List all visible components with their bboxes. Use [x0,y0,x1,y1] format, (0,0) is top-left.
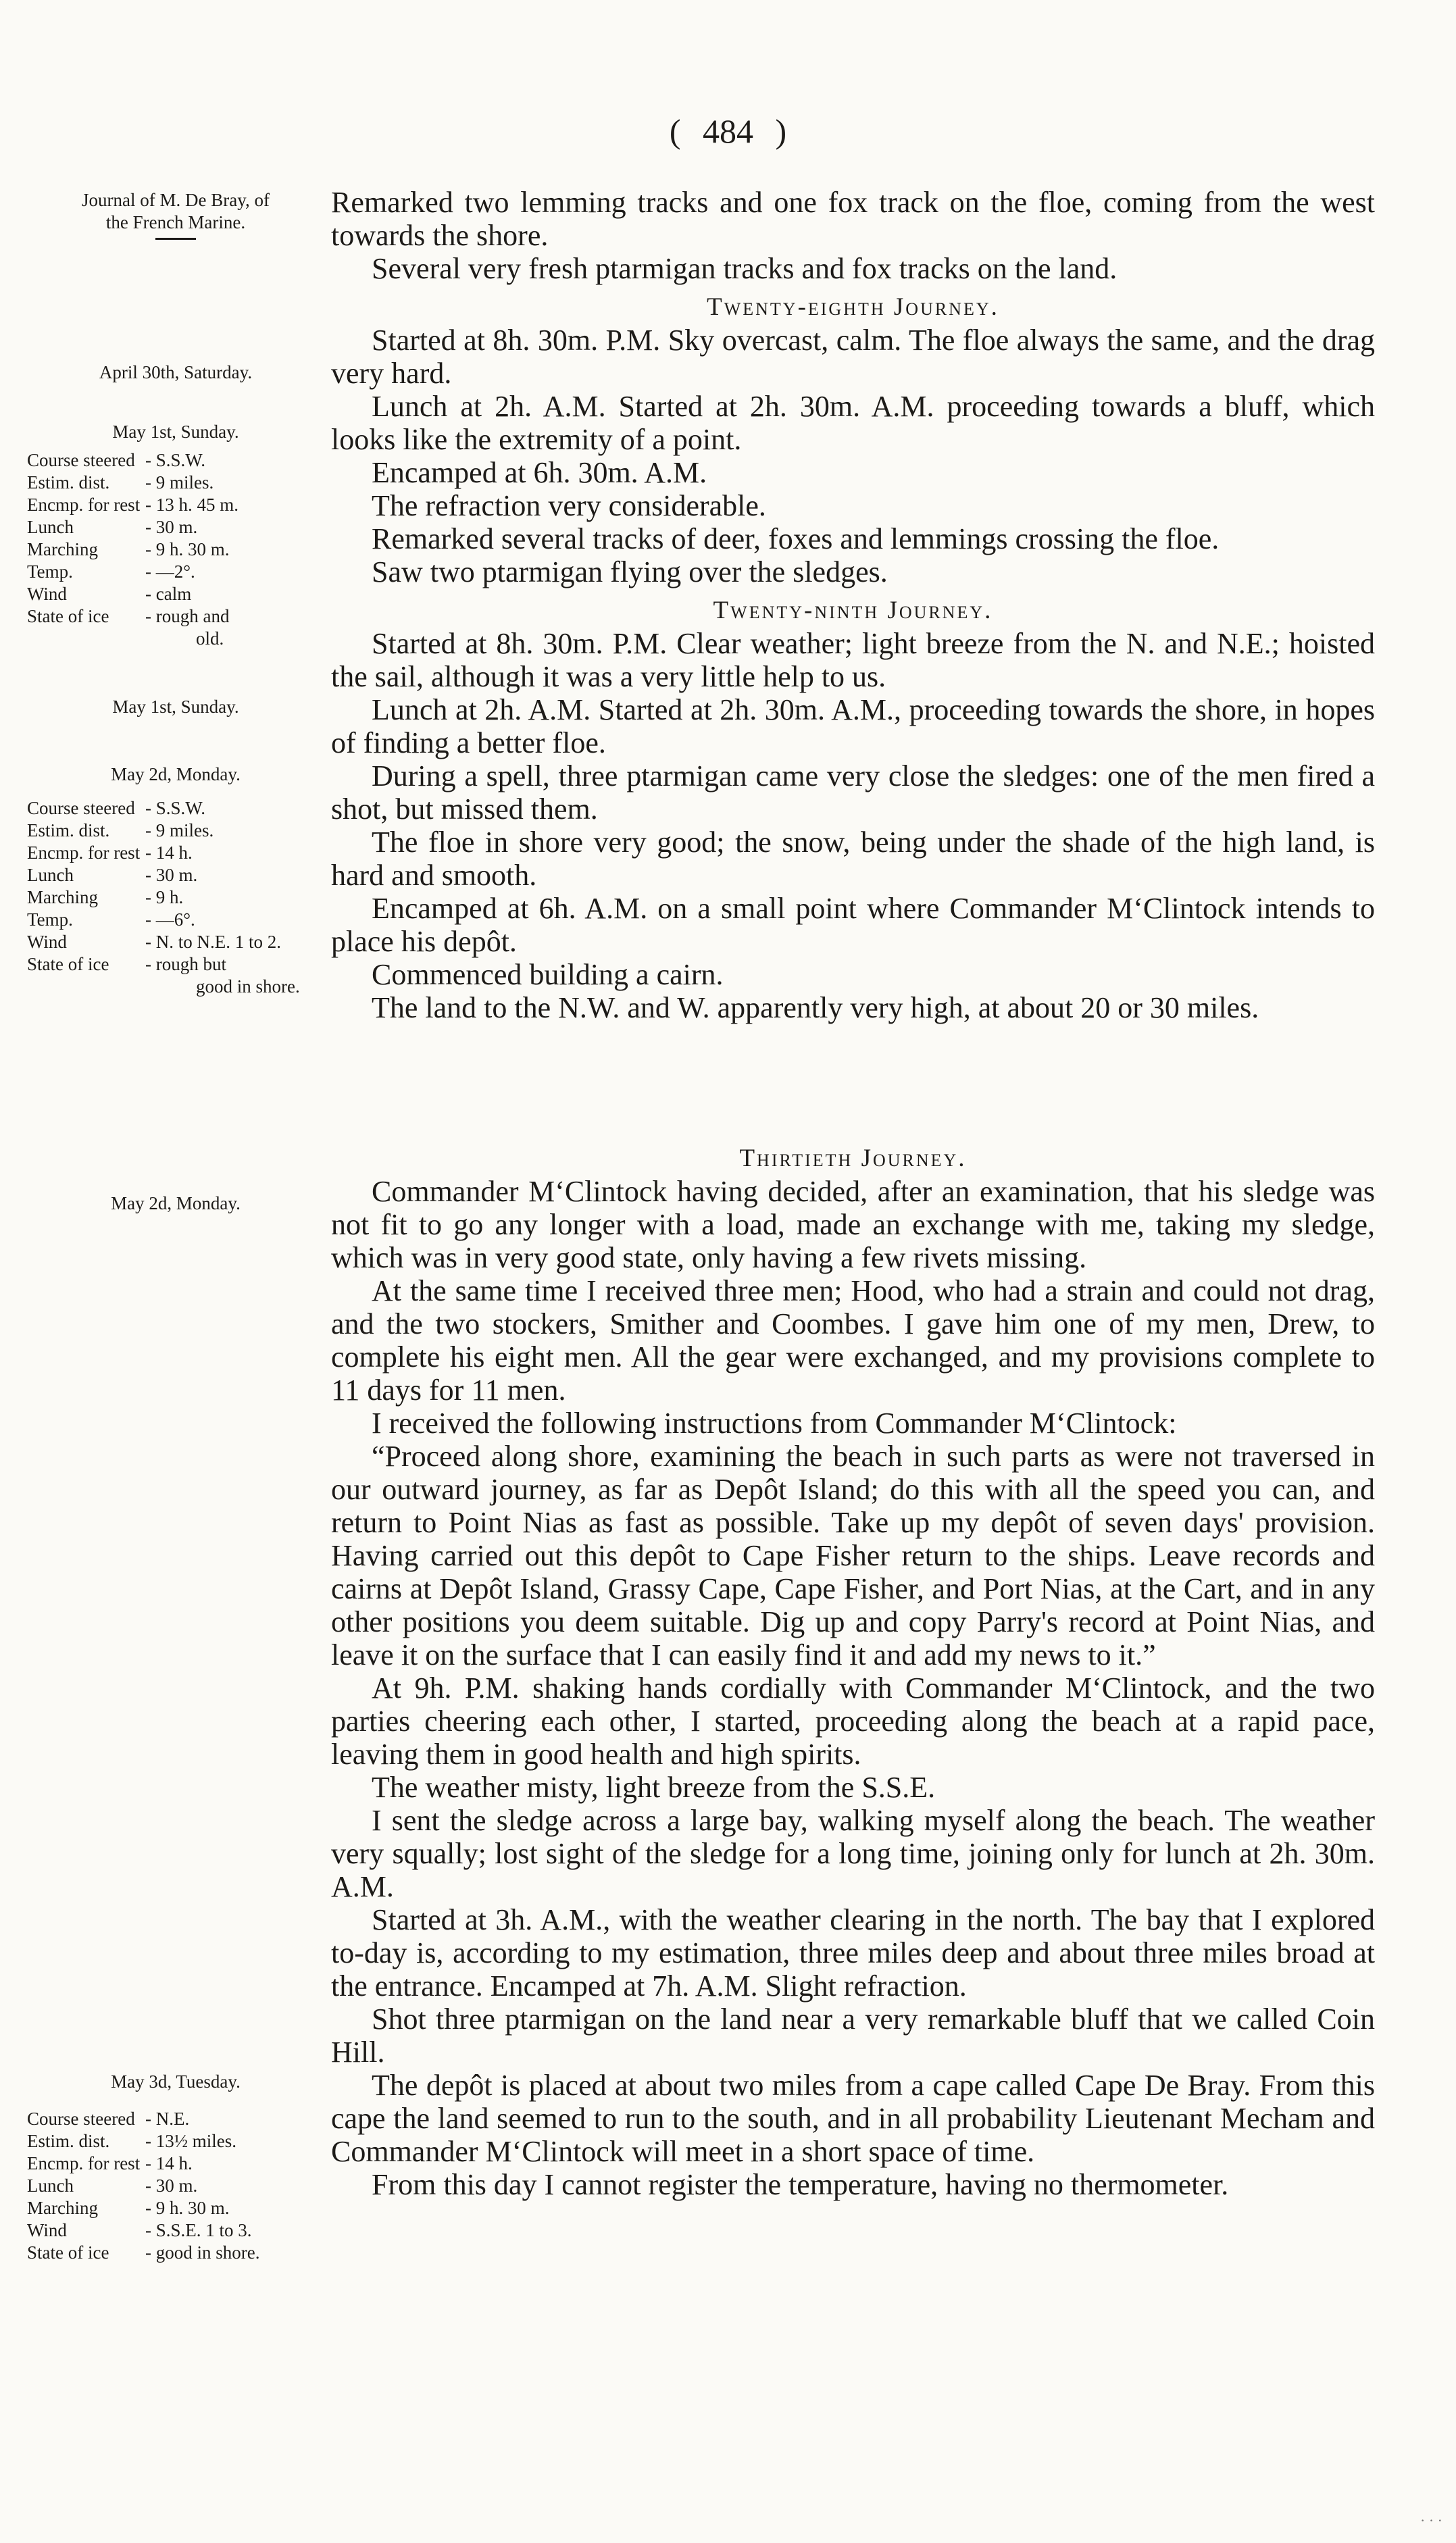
paragraph: At 9h. P.M. shaking hands cordially with Commander M‘Clintock, and the two parties cheering each other, I started, proceeding along the beach at a rapid pace, leaving them in good health and high spirits. [331,1671,1375,1771]
quoted-instructions: “Proceed along shore, examining the beach in such parts as were not traversed in our outward journey, as far as Depôt Island; do this with all the speed you can, and return to Point Nias as fast as possible. Take up my depôt of seven days' provision. Having carried out this depôt to Cape Fisher return to the ships. Leave records and cairns at Depôt Island, Grassy Cape, Cape Fisher, and Port Nias, at the Cart, and in any other positions you deem suitable. Dig up and copy Parry's record at Point Nias, and leave it on the surface that I can easily find it and add my news to it.” [331,1440,1375,1671]
log-key: Encmp. for rest [27,2153,141,2173]
log-row [27,2108,324,2130]
paragraph: At the same time I received three men; Hood, who had a strain and could not drag, and the two stockers, Smither and Coombes. I gave him one of my men, Drew, to complete his eight men. All the gear were exchanged, and my provisions complete to 11 days for 11 men. [331,1274,1375,1407]
journey-heading: Twenty-eighth Journey. [707,293,999,321]
log-row [27,909,324,931]
log-row [27,605,324,628]
log-value: - rough and [145,606,230,626]
paragraph: Started at 3h. A.M., with the weather clearing in the north. The bay that I explored to-day is, according to my estimation, three miles deep and about three miles broad at the entrance. Encamped at 7h. A.M. Slight refraction. [331,1903,1375,2003]
paragraph: Several very fresh ptarmigan tracks and fox tracks on the land. [372,252,1118,285]
log-key: Estim. dist. [27,2131,110,2151]
log-key: Wind [27,584,67,604]
margin-date: May 2d, Monday. [111,1193,241,1213]
paragraph: Remarked two lemming tracks and one fox track on the floe, coming from the west towards the shore. [331,186,1375,252]
log-row [27,886,324,909]
log-row [27,864,324,886]
journey-heading: Twenty-ninth Journey. [713,597,993,624]
margin-date: May 1st, Sunday. [112,422,239,442]
log-value: - S.S.E. 1 to 3. [145,2220,252,2240]
log-key: Wind [27,2220,67,2240]
log-key: State of ice [27,954,109,974]
log-key: State of ice [27,606,109,626]
log-value: - 30 m. [145,2175,198,2196]
log-value: - N. to N.E. 1 to 2. [145,932,281,952]
log-table-may1 [27,449,324,650]
paragraph: Saw two ptarmigan flying over the sledges. [372,555,888,588]
log-row [27,2219,324,2242]
log-row [27,2197,324,2219]
paragraph: Lunch at 2h. A.M. Started at 2h. 30m. A.M., proceeding towards the shore, in hopes of finding a better floe. [331,693,1375,759]
log-key: Wind [27,932,67,952]
log-row [27,2242,324,2264]
log-value: - 30 m. [145,865,198,885]
log-value: - S.S.W. [145,450,206,470]
log-value: - 14 h. [145,2153,193,2173]
log-key: Lunch [27,2175,74,2196]
log-row [27,538,324,561]
margin-date: May 2d, Monday. [111,764,241,784]
log-value: - 9 miles. [145,472,214,493]
log-value: - 13 h. 45 m. [145,495,239,515]
log-key: Encmp. for rest [27,842,141,863]
log-key: Encmp. for rest [27,495,141,515]
log-row [27,2130,324,2152]
log-key: Temp. [27,561,73,582]
paragraph: The weather misty, light breeze from the S.S.E. [372,1771,936,1804]
log-value: - good in shore. [145,2242,260,2263]
log-key: Lunch [27,517,74,537]
journal-title-line: the French Marine. [105,212,246,232]
log-row [27,516,324,538]
paragraph: The depôt is placed at about two miles from a cape called Cape De Bray. From this cape the land seemed to run to the south, and in all probability Lieutenant Mecham and Commander M‘Clintock will meet in a short space of time. [331,2069,1375,2168]
log-value: - calm [145,584,192,604]
log-key: Temp. [27,909,73,930]
paragraph: Started at 8h. 30m. P.M. Sky overcast, calm. The floe always the same, and the drag very hard. [331,324,1375,390]
paragraph: Started at 8h. 30m. P.M. Clear weather; light breeze from the N. and N.E.; hoisted the sail, although it was a very little help to us. [331,627,1375,693]
margin-date: May 3d, Tuesday. [111,2071,241,2092]
log-value: - 9 h. [145,887,184,907]
log-value: - 14 h. [145,842,193,863]
paragraph: Lunch at 2h. A.M. Started at 2h. 30m. A.M. proceeding towards a bluff, which looks like the extremity of a point. [331,390,1375,456]
margin-date: May 1st, Sunday. [112,697,239,717]
log-row [27,561,324,583]
log-row [27,472,324,494]
paragraph: During a spell, three ptarmigan came very close the sledges: one of the men fired a shot, but missed them. [331,759,1375,826]
log-row [27,797,324,820]
print-specks: · · · [1420,2512,1442,2529]
log-row [27,820,324,842]
log-value: - N.E. [145,2109,190,2129]
log-value: - S.S.W. [145,798,206,818]
log-row [27,953,324,976]
title-rule [155,238,196,240]
log-key: State of ice [27,2242,109,2263]
log-table-may3 [27,2108,324,2264]
paragraph: The land to the N.W. and W. apparently very high, at about 20 or 30 miles. [372,991,1259,1024]
log-row [27,583,324,605]
log-key: Course steered [27,798,135,818]
log-value: - 13½ miles. [145,2131,236,2151]
log-continuation: good in shore. [196,976,300,997]
paragraph: The floe in shore very good; the snow, being under the shade of the high land, is hard and smooth. [331,826,1375,892]
log-row [27,494,324,516]
log-row [27,842,324,864]
log-key: Lunch [27,865,74,885]
paragraph: Shot three ptarmigan on the land near a very remarkable bluff that we called Coin Hill. [331,2003,1375,2069]
paragraph: The refraction very considerable. [372,489,766,522]
log-table-may2 [27,797,324,998]
log-row [27,931,324,953]
paragraph: Encamped at 6h. 30m. A.M. [372,456,707,489]
log-value: - 9 miles. [145,820,214,840]
log-row [27,2175,324,2197]
log-value: - 9 h. 30 m. [145,539,230,559]
log-key: Marching [27,2198,98,2218]
paragraph: I sent the sledge across a large bay, walking myself along the beach. The weather very squally; lost sight of the sledge for a long time, joining only for lunch at 2h. 30m. A.M. [331,1804,1375,1903]
log-key: Course steered [27,450,135,470]
paragraph: Remarked several tracks of deer, foxes and lemmings crossing the floe. [372,522,1220,555]
paragraph: I received the following instructions from Commander M‘Clintock: [372,1407,1177,1440]
log-key: Estim. dist. [27,472,110,493]
margin-journal-title [27,189,324,240]
log-row [27,2152,324,2175]
log-row [27,449,324,472]
log-value: - 9 h. 30 m. [145,2198,230,2218]
journey-heading: Thirtieth Journey. [739,1144,967,1172]
log-key: Course steered [27,2109,135,2129]
log-value: - —2°. [145,561,195,582]
paragraph: Commenced building a cairn. [372,958,724,991]
journal-title-line: Journal of M. De Bray, of [82,190,270,210]
margin-date: April 30th, Saturday. [99,362,253,382]
log-value: - 30 m. [145,517,198,537]
log-continuation: old. [196,628,224,649]
paragraph: Encamped at 6h. A.M. on a small point where Commander M‘Clintock intends to place his depôt. [331,892,1375,958]
log-value: - rough but [145,954,226,974]
page-number: ( 484 ) [669,112,787,150]
log-key: Estim. dist. [27,820,110,840]
main-text-lower [331,1142,1375,2201]
log-key: Marching [27,539,98,559]
log-value: - —6°. [145,909,195,930]
log-key: Marching [27,887,98,907]
main-text-upper [331,186,1375,1024]
paragraph: From this day I cannot register the temperature, having no thermometer. [372,2168,1229,2201]
paragraph: Commander M‘Clintock having decided, after an examination, that his sledge was not fit to go any longer with a load, made an exchange with me, taking my sledge, which was in very good state, only having a few rivets missing. [331,1175,1375,1274]
